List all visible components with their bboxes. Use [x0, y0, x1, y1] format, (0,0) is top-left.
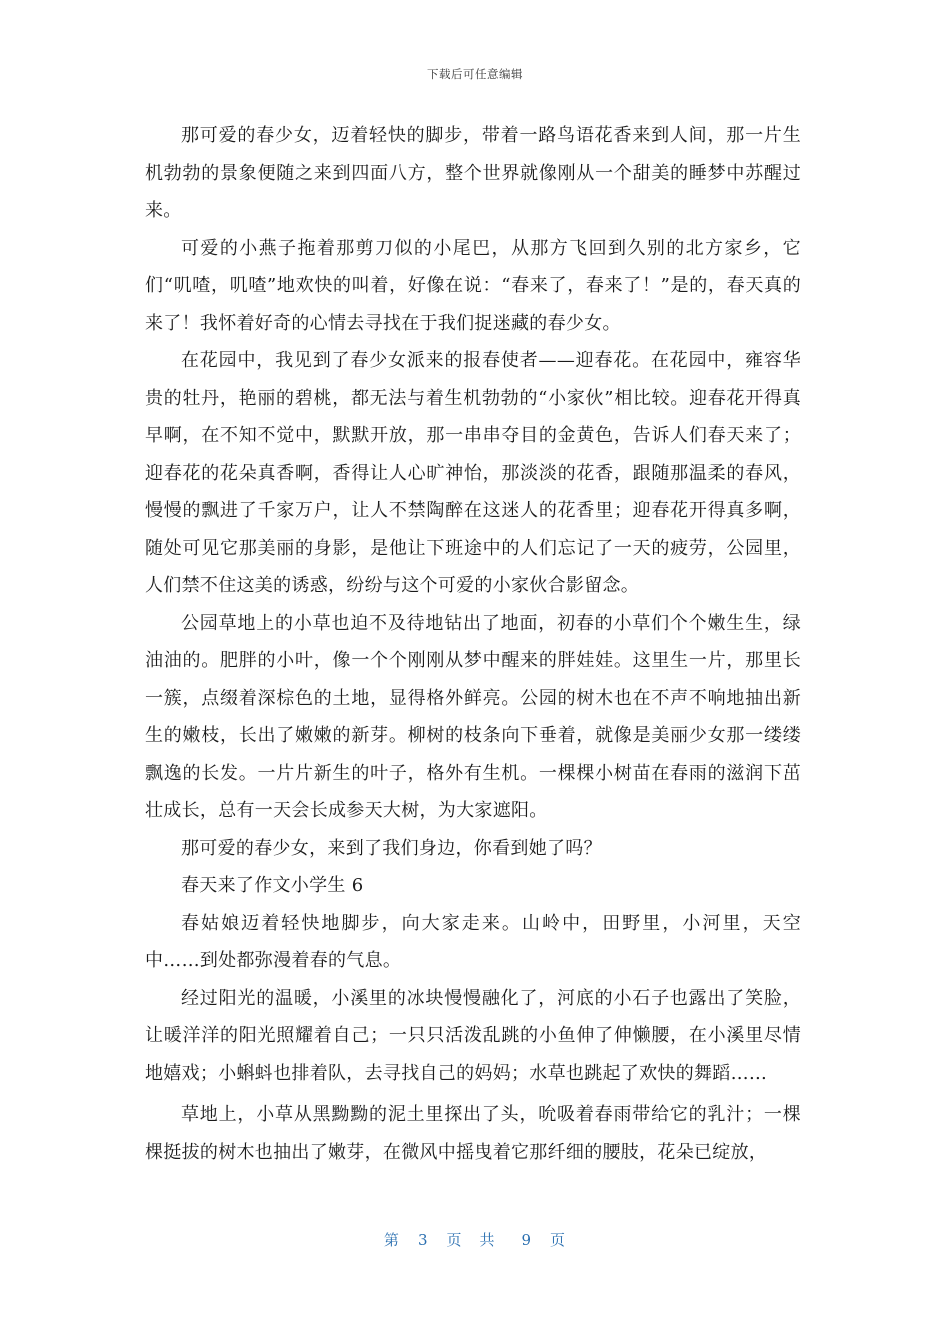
footer-prefix: 第	[383, 1231, 400, 1249]
paragraph-3: 在花园中，我见到了春少女派来的报春使者——迎春花。在花园中，雍容华贵的牡丹，艳丽的碧桃，都无法与着生机勃勃的“小家伙”相比较。迎春花开得真早啊，在不知不觉中，默默开放，那一串串夺目的金黄色，告诉人们春天来了；迎春花的花朵真香啊，香得让人心旷神怡，那淡淡的花香，跟随那温柔的春风，慢慢的飘进了千家万户，让人不禁陶醉在这迷人的花香里；迎春花开得真多啊，随处可见它那美丽的身影，是他让下班途中的人们忘记了一天的疲劳，公园里，人们禁不住这美的诱惑，纷纷与这个可爱的小家伙合影留念。	[145, 350, 801, 596]
paragraph-5: 那可爱的春少女，来到了我们身边，你看到她了吗？	[181, 837, 602, 859]
paragraph-6: 春姑娘迈着轻快地脚步，向大家走来。山岭中，田野里，小河里，天空中……到处都弥漫着春的气息。	[145, 912, 801, 971]
paragraph-7: 经过阳光的温暖，小溪里的冰块慢慢融化了，河底的小石子也露出了笑脸，让暖洋洋的阳光照耀着自己；一只只活泼乱跳的小鱼伸了伸懒腰，在小溪里尽情地嬉戏；小蝌蚪也排着队，去寻找自己的妈妈；水草也跳起了欢快的舞蹈……	[145, 987, 801, 1084]
page-header: 下载后可任意编辑	[427, 67, 523, 81]
section-title: 春天来了作文小学生 6	[181, 875, 364, 896]
page-footer	[0, 1229, 950, 1250]
paragraph-1: 那可爱的春少女，迈着轻快的脚步，带着一路鸟语花香来到人间，那一片生机勃勃的景象便随之来到四面八方，整个世界就像刚从一个甜美的睡梦中苏醒过来。	[145, 125, 801, 221]
paragraph-8: 草地上，小草从黑黝黝的泥土里探出了头，吮吸着春雨带给它的乳汁；一棵棵挺拔的树木也抽出了嫩芽，在微风中摇曳着它那纤细的腰肢，花朵已绽放，	[145, 1104, 801, 1163]
footer-suffix: 页	[550, 1231, 567, 1249]
footer-middle: 页共	[446, 1231, 513, 1249]
footer-page-number: 3	[417, 1231, 429, 1249]
document-body	[145, 117, 801, 1171]
paragraph-4: 公园草地上的小草也迫不及待地钻出了地面，初春的小草们个个嫩生生，绿油油的。肥胖的小叶，像一个个刚刚从梦中醒来的胖娃娃。这里生一片，那里长一簇，点缀着深棕色的土地，显得格外鲜亮。公园的树木也在不声不响地抽出新生的嫩枝，长出了嫩嫩的新芽。柳树的枝条向下垂着，就像是美丽少女那一缕缕飘逸的长发。一片片新生的叶子，格外有生机。一棵棵小树苗在春雨的滋润下茁壮成长，总有一天会长成参天大树，为大家遮阳。	[145, 612, 801, 821]
footer-total-pages: 9	[521, 1231, 533, 1249]
paragraph-2: 可爱的小燕子拖着那剪刀似的小尾巴，从那方飞回到久别的北方家乡，它们“叽喳，叽喳”地欢快的叫着，好像在说：“春来了，春来了！”是的，春天真的来了！我怀着好奇的心情去寻找在于我们捉迷藏的春少女。	[145, 237, 801, 334]
